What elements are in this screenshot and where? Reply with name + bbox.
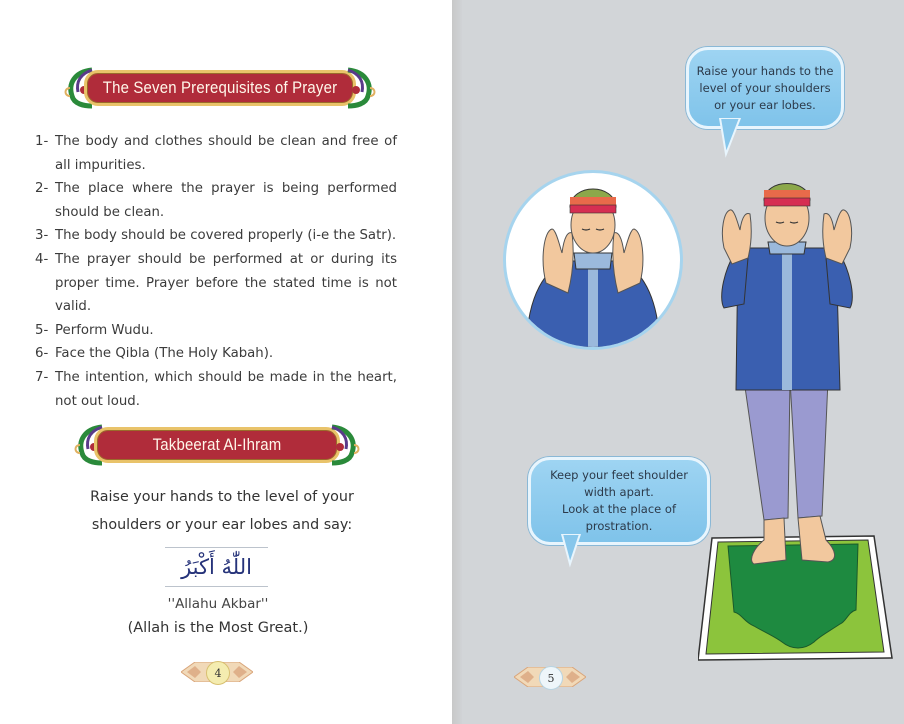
bubble-tail	[716, 118, 746, 158]
book-gutter	[452, 0, 462, 724]
item-text: The body should be covered properly (i-e the Satr).	[55, 228, 397, 244]
list-item	[35, 130, 397, 177]
page-number-badge	[514, 662, 586, 692]
item-number: 7-	[35, 369, 49, 385]
item-text: The intention, which should be made in the heart, not out loud.	[55, 369, 397, 409]
takbeer-instruction	[40, 483, 404, 539]
bubble-line: level of your shoulders	[699, 80, 831, 95]
item-text: The prayer should be performed at or during its proper time. Prayer before the stated time is not valid.	[55, 251, 397, 315]
page-number: 4	[206, 661, 230, 685]
page-number: 5	[539, 666, 563, 690]
instruction-line: Raise your hands to the level of your	[90, 489, 354, 505]
bubble-line: Raise your hands to the	[696, 63, 834, 78]
item-number: 1-	[35, 134, 49, 149]
item-text: Perform Wudu.	[55, 322, 154, 338]
standing-boy-illustration	[718, 168, 856, 570]
item-number: 3-	[35, 228, 49, 244]
item-number: 5-	[35, 322, 49, 338]
translation: (Allah is the Most Great.)	[127, 620, 309, 636]
bubble-line: width apart.	[584, 485, 654, 499]
instruction-line: shoulders or your ear lobes and say:	[91, 517, 353, 533]
arabic-calligraphy: اللّٰهُ أَكْبَرُ	[165, 547, 268, 587]
bubble-line: prostration.	[585, 519, 653, 533]
bubble-tail	[558, 534, 588, 568]
speech-bubble-feet	[528, 457, 710, 545]
heading-banner-takbeer	[72, 423, 362, 467]
list-item	[35, 319, 397, 343]
bubble-line: Keep your feet shoulder	[550, 468, 688, 482]
item-text: The body and clothes should be clean and free of all impurities.	[55, 134, 397, 173]
item-text: Face the Qibla (The Holy Kabah).	[55, 346, 274, 362]
item-text: The place where the prayer is being performed should be clean.	[55, 181, 397, 220]
section-title: Takbeerat Al-Ihram	[152, 435, 282, 454]
item-number: 6-	[35, 346, 49, 362]
list-item	[35, 177, 397, 224]
section-title: The Seven Prerequisites of Prayer	[102, 78, 338, 97]
bubble-line: Look at the place of	[561, 502, 676, 516]
item-number: 4-	[35, 251, 49, 267]
list-item	[35, 248, 397, 319]
list-item	[35, 366, 397, 413]
list-item	[35, 224, 397, 248]
item-number: 2-	[35, 181, 49, 197]
speech-bubble-hands	[686, 47, 844, 129]
prerequisites-list	[35, 130, 397, 413]
bubble-line: or your ear lobes.	[714, 97, 816, 112]
right-page	[452, 0, 904, 724]
boy-closeup-illustration	[506, 173, 680, 347]
heading-banner-prerequisites	[62, 66, 378, 110]
closeup-circle-illustration	[503, 170, 683, 350]
transliteration: ''Allahu Akbar''	[167, 596, 269, 612]
list-item	[35, 342, 397, 366]
page-number-badge	[181, 657, 253, 687]
